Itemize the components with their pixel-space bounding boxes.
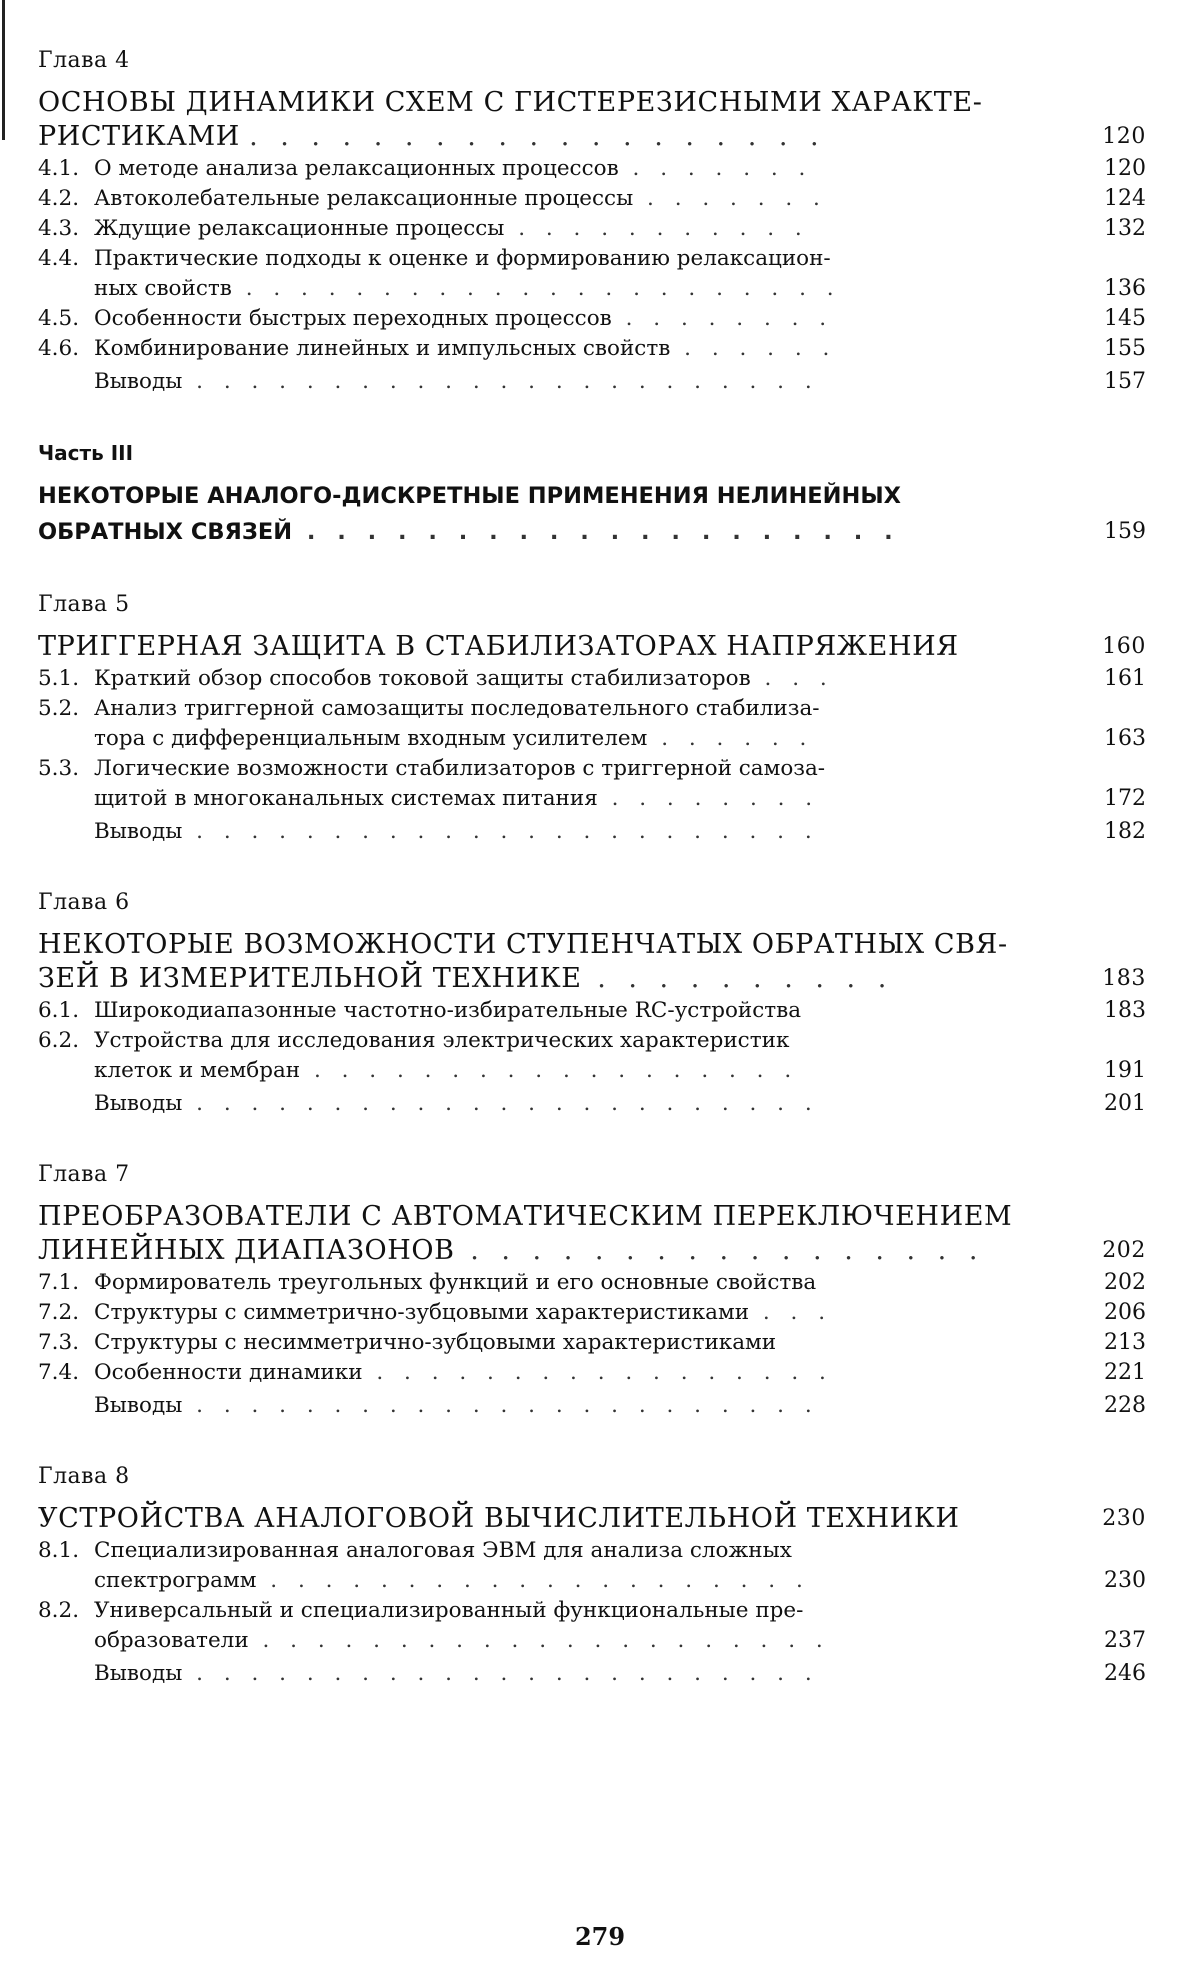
section-entry: [38, 1268, 1160, 1298]
section-title-line1: Устройства для исследования электрических характеристик: [94, 1028, 790, 1053]
chapter-title-line1: ОСНОВЫ ДИНАМИКИ СХЕМ С ГИСТЕРЕЗИСНЫМИ ХАРАКТЕ-: [38, 87, 983, 118]
section-number: 5.1.: [38, 666, 80, 691]
page-ref: 202: [1102, 1238, 1146, 1263]
section-number: 4.1.: [38, 156, 80, 181]
leader-dots: . . . . . . . . . . . . . . . . . . . . . . .: [182, 1661, 819, 1686]
leader-dots: . . . . . . . . . . . . . . . . .: [362, 1360, 833, 1385]
section-number: 7.4.: [38, 1360, 80, 1385]
section-entry: [38, 754, 1160, 814]
page-ref: 132: [1104, 216, 1146, 241]
page-ref: 213: [1104, 1330, 1146, 1355]
section-entry: [38, 334, 1160, 364]
section-number: 7.1.: [38, 1270, 80, 1295]
section-title: Ждущие релаксационные процессы: [94, 216, 505, 241]
leader-dots: . . . . . . .: [633, 186, 827, 211]
section-entry: [38, 1328, 1160, 1358]
leader-dots: . . . . . . . . . . . . . . . . . . . .: [292, 519, 900, 545]
chapter-title-line1: ПРЕОБРАЗОВАТЕЛИ С АВТОМАТИЧЕСКИМ ПЕРЕКЛЮЧЕНИЕМ: [38, 1201, 1013, 1232]
leader-dots: . . . . . . . . . . . . . . . . . . . . . .: [231, 276, 841, 301]
page-ref: 201: [1104, 1091, 1146, 1116]
section-title-line1: Логические возможности стабилизаторов с триггерной самоза-: [94, 756, 826, 781]
section-title-line2: спектрограмм: [94, 1568, 257, 1593]
chapter-title: ТРИГГЕРНАЯ ЗАЩИТА В СТАБИЛИЗАТОРАХ НАПРЯЖЕНИЯ: [38, 631, 959, 662]
part-3: [38, 440, 1160, 550]
conclusions-title: Выводы: [94, 1091, 183, 1116]
conclusions-entry: [38, 1086, 1160, 1122]
chapter-title-entry: [38, 928, 1160, 996]
section-entry: [38, 1298, 1160, 1328]
part-title-line2: ОБРАТНЫХ СВЯЗЕЙ: [38, 519, 293, 545]
section-number: 7.3.: [38, 1330, 80, 1355]
section-number: 6.2.: [38, 1028, 80, 1053]
page-ref: 237: [1104, 1628, 1146, 1653]
section-title-line2: щитой в многоканальных системах питания: [94, 786, 598, 811]
chapter-title-entry: [38, 1200, 1160, 1268]
section-entry: [38, 694, 1160, 754]
section-title: Широкодиапазонные частотно-избирательные RC-устройства: [94, 998, 802, 1023]
section-entry: [38, 214, 1160, 244]
section-title: Формирователь треугольных функций и его основные свойства: [94, 1270, 817, 1295]
part-title-entry: [38, 478, 1160, 550]
margin-line: [2, 0, 5, 140]
conclusions-title: Выводы: [94, 819, 183, 844]
section-number: 5.3.: [38, 756, 80, 781]
page-ref: 159: [1104, 519, 1146, 544]
section-number: 7.2.: [38, 1300, 80, 1325]
chapter-title-entry: [38, 630, 1160, 664]
page-ref: 191: [1104, 1058, 1146, 1083]
section-number: 4.5.: [38, 306, 80, 331]
section-entry: [38, 184, 1160, 214]
conclusions-entry: [38, 364, 1160, 400]
page-ref: 230: [1104, 1568, 1146, 1593]
leader-dots: . . . . . .: [670, 336, 837, 361]
page-ref: 246: [1104, 1661, 1146, 1686]
section-entry: [38, 1596, 1160, 1656]
section-title: Особенности динамики: [94, 1360, 363, 1385]
page-ref: 157: [1104, 369, 1146, 394]
chapter-7: [38, 1162, 1160, 1424]
section-title: Комбинирование линейных и импульсных свойств: [94, 336, 671, 361]
page-ref: 202: [1104, 1270, 1146, 1295]
page-ref: 161: [1104, 666, 1146, 691]
section-entry: [38, 1536, 1160, 1596]
leader-dots: . . . . . . . . . . . . . . . . . . . . . . .: [182, 819, 819, 844]
chapter-title-line2: РИСТИКАМИ: [38, 121, 240, 152]
page-ref: 182: [1104, 819, 1146, 844]
page-number: 279: [574, 1922, 626, 1951]
section-number: 4.6.: [38, 336, 80, 361]
section-number: 8.1.: [38, 1538, 80, 1563]
page-ref: 160: [1102, 634, 1146, 659]
chapter-title-entry: [38, 1502, 1160, 1536]
section-title: Структуры с несимметрично-зубцовыми характеристиками: [94, 1330, 777, 1355]
leader-dots: . . . . . . .: [618, 156, 813, 181]
section-entry: [38, 664, 1160, 694]
chapter-8: [38, 1464, 1160, 1692]
leader-dots: . . . . . . . . . .: [581, 963, 894, 994]
conclusions-entry: [38, 814, 1160, 850]
section-entry: [38, 996, 1160, 1026]
chapter-label: Глава 7: [38, 1162, 130, 1187]
leader-dots: . . . . . .: [647, 726, 814, 751]
leader-dots: . . .: [750, 666, 834, 691]
leader-dots: . . .: [749, 1300, 833, 1325]
chapter-title-entry: [38, 86, 1160, 154]
chapter-label: Глава 5: [38, 592, 130, 617]
page-ref: 172: [1104, 786, 1146, 811]
section-title: Автоколебательные релаксационные процессы: [94, 186, 634, 211]
section-title-line2: клеток и мембран: [94, 1058, 301, 1083]
section-title-line1: Анализ триггерной самозащиты последовательного стабилиза-: [94, 696, 820, 721]
section-entry: [38, 1358, 1160, 1388]
section-number: 4.3.: [38, 216, 80, 241]
chapter-5: [38, 592, 1160, 850]
leader-dots: . . . . . . . . . . . . . . . . . .: [300, 1058, 799, 1083]
conclusions-entry: [38, 1388, 1160, 1424]
page-ref: 124: [1104, 186, 1146, 211]
section-title: О методе анализа релаксационных процессов: [94, 156, 619, 181]
section-number: 6.1.: [38, 998, 80, 1023]
leader-dots: . . . . . . . . . . . . . . . . . . . . .: [248, 1628, 830, 1653]
leader-dots: . . . . . . . . . . . . . . . . . . . . . . .: [182, 1091, 819, 1116]
leader-dots: . . . . . . . . . . . . . . . . . . . . . . .: [182, 1393, 819, 1418]
page-ref: 228: [1104, 1393, 1146, 1418]
section-title-line1: Практические подходы к оценке и формированию релаксацион-: [94, 246, 831, 271]
chapter-6: [38, 890, 1160, 1122]
section-number: 5.2.: [38, 696, 80, 721]
conclusions-title: Выводы: [94, 1393, 183, 1418]
section-entry: [38, 244, 1160, 304]
page-ref: 183: [1104, 998, 1146, 1023]
section-title: Краткий обзор способов токовой защиты стабилизаторов: [94, 666, 751, 691]
page-ref: 230: [1102, 1506, 1146, 1531]
section-number: 4.4.: [38, 246, 80, 271]
page-ref: 183: [1102, 966, 1146, 991]
section-title-line2: ных свойств: [94, 276, 232, 301]
chapter-title-line2: ЗЕЙ В ИЗМЕРИТЕЛЬНОЙ ТЕХНИКЕ: [38, 963, 582, 994]
leader-dots: . . . . . . . .: [611, 306, 834, 331]
page-ref: 163: [1104, 726, 1146, 751]
leader-dots: . . . . . . . . . . . . . . . . . . .: [249, 121, 826, 152]
chapter-label: Глава 6: [38, 890, 130, 915]
conclusions-title: Выводы: [94, 369, 183, 394]
section-number: 8.2.: [38, 1598, 80, 1623]
part-title-line1: НЕКОТОРЫЕ АНАЛОГО-ДИСКРЕТНЫЕ ПРИМЕНЕНИЯ НЕЛИНЕЙНЫХ: [38, 483, 901, 509]
conclusions-title: Выводы: [94, 1661, 183, 1686]
section-number: 4.2.: [38, 186, 80, 211]
section-title-line1: Универсальный и специализированный функциональные пре-: [94, 1598, 804, 1623]
table-of-contents: [38, 48, 1160, 1692]
leader-dots: . . . . . . . . . . . . . . . . . . . . . . .: [182, 369, 819, 394]
page-ref: 145: [1104, 306, 1146, 331]
chapter-label: Глава 8: [38, 1464, 130, 1489]
conclusions-entry: [38, 1656, 1160, 1692]
leader-dots: . . . . . . . .: [597, 786, 820, 811]
section-entry: [38, 154, 1160, 184]
page-ref: 206: [1104, 1300, 1146, 1325]
part-label: Часть III: [38, 441, 134, 465]
section-title: Особенности быстрых переходных процессов: [94, 306, 612, 331]
section-title-line1: Специализированная аналоговая ЭВМ для анализа сложных: [94, 1538, 792, 1563]
chapter-title-line2: ЛИНЕЙНЫХ ДИАПАЗОНОВ: [38, 1235, 455, 1266]
chapter-title-line1: НЕКОТОРЫЕ ВОЗМОЖНОСТИ СТУПЕНЧАТЫХ ОБРАТНЫХ СВЯ-: [38, 929, 1008, 960]
page-ref: 120: [1102, 124, 1146, 149]
leader-dots: . . . . . . . . . . . . . . . . . . . .: [256, 1568, 810, 1593]
page-ref: 155: [1104, 336, 1146, 361]
leader-dots: . . . . . . . . . . .: [504, 216, 809, 241]
leader-dots: . . . . . . . . . . . . . . . . .: [454, 1235, 985, 1266]
section-title-line2: тора с дифференциальным входным усилителем: [94, 726, 648, 751]
chapter-title: УСТРОЙСТВА АНАЛОГОВОЙ ВЫЧИСЛИТЕЛЬНОЙ ТЕХНИКИ: [38, 1503, 960, 1534]
page-ref: 120: [1104, 156, 1146, 181]
page-ref: 136: [1104, 276, 1146, 301]
chapter-label: Глава 4: [38, 48, 130, 73]
section-entry: [38, 304, 1160, 334]
chapter-4: [38, 48, 1160, 400]
section-title-line2: образователи: [94, 1628, 249, 1653]
page-ref: 221: [1104, 1360, 1146, 1385]
section-title: Структуры с симметрично-зубцовыми характеристиками: [94, 1300, 750, 1325]
section-entry: [38, 1026, 1160, 1086]
